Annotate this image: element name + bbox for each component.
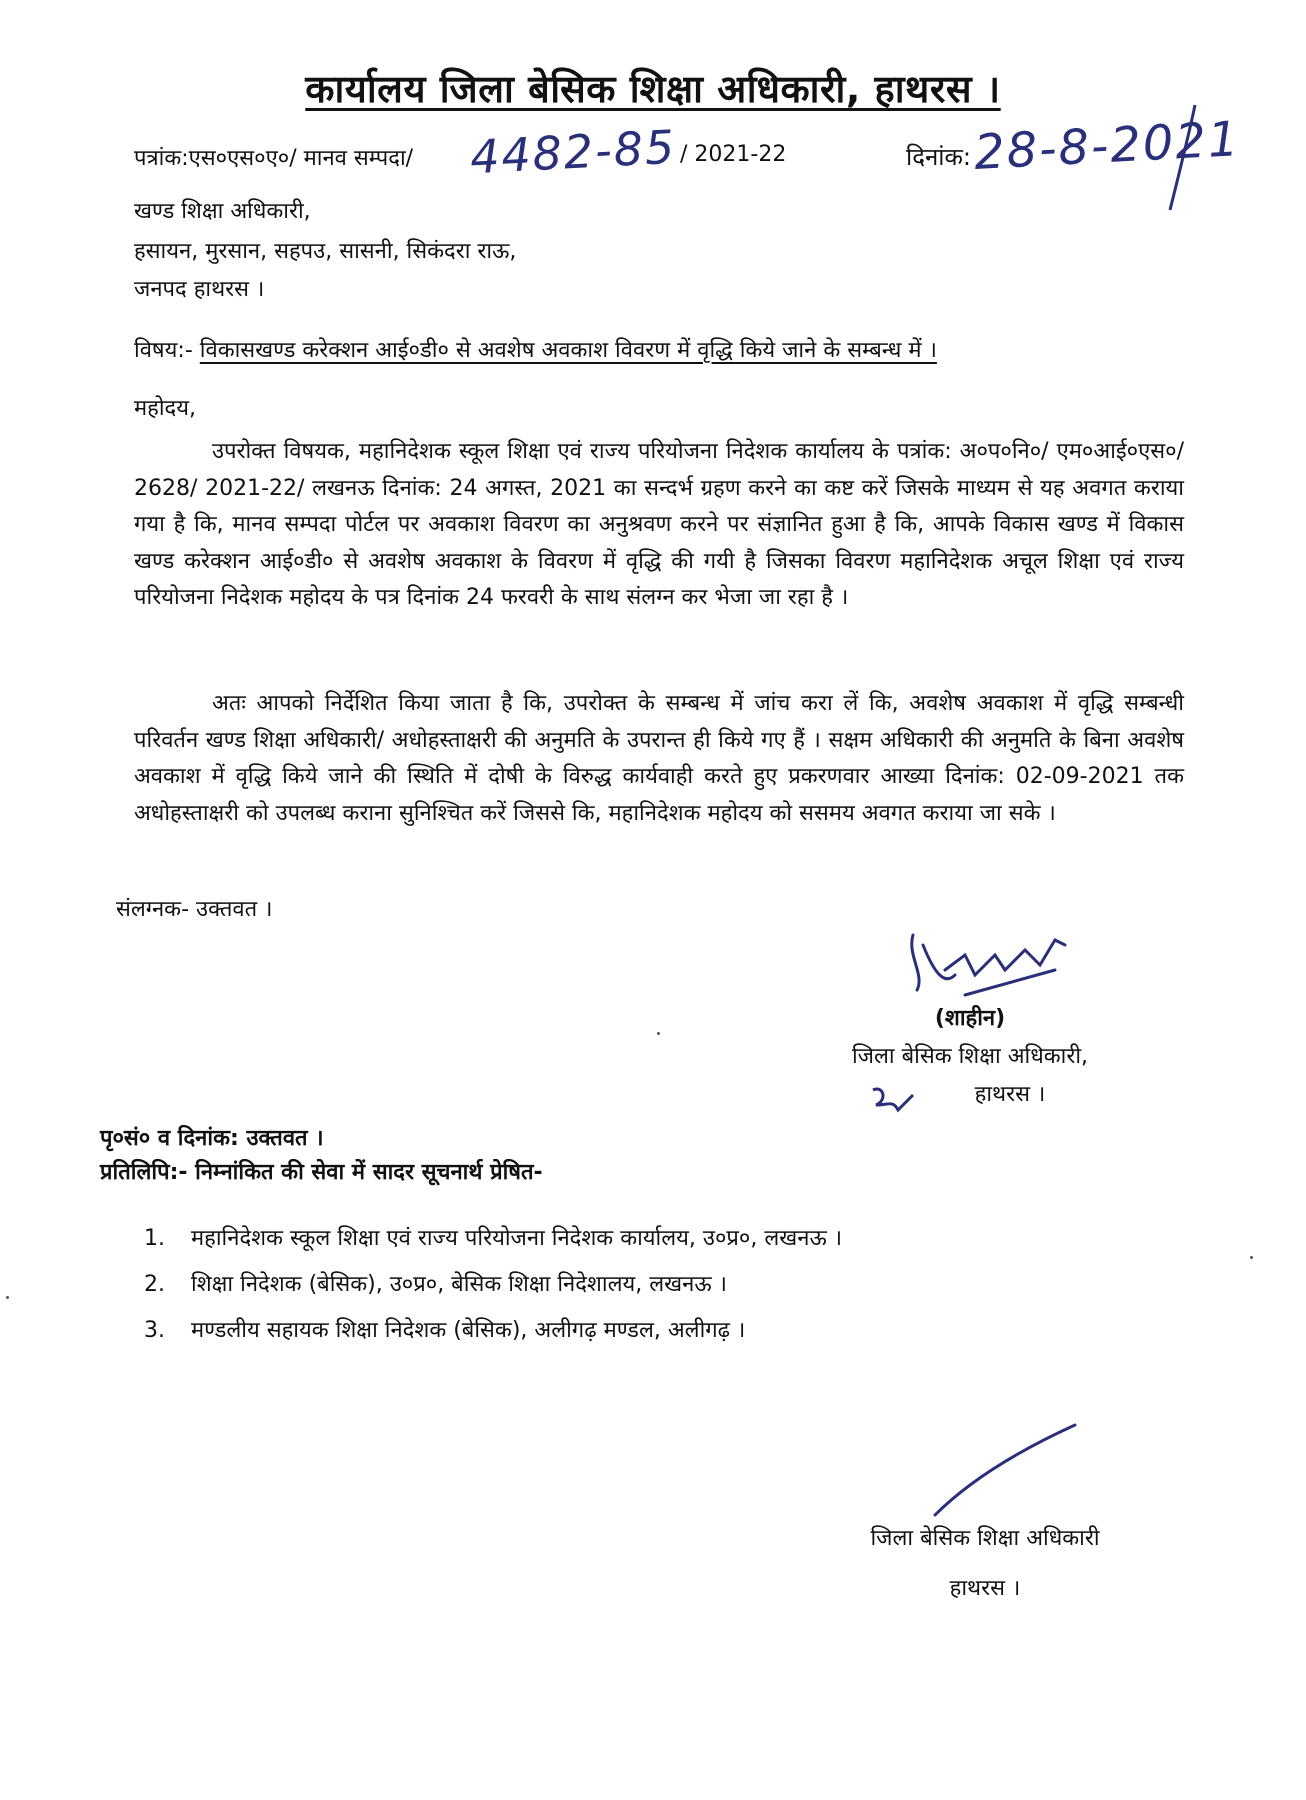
copy-list-item bbox=[144, 1222, 842, 1252]
subject-text: विकासखण्ड करेक्शन आई०डी० से अवशेष अवकाश विवरण में वृद्धि किये जाने के सम्बन्ध में । bbox=[199, 338, 937, 363]
signatory-designation: जिला बेसिक शिक्षा अधिकारी, bbox=[851, 1044, 1089, 1069]
scan-speck bbox=[657, 1032, 660, 1035]
handwritten-reference-number: 4482-85 bbox=[468, 119, 678, 185]
footer-place: हाथरस । bbox=[949, 1576, 1021, 1601]
copy-list-item bbox=[144, 1314, 745, 1344]
scan-speck bbox=[1250, 1256, 1253, 1259]
reference-prefix: पत्रांक:एस०एस०ए०/ मानव सम्पदा/ bbox=[134, 146, 414, 171]
salutation: महोदय, bbox=[134, 396, 196, 421]
office-title: कार्यालय जिला बेसिक शिक्षा अधिकारी, हाथरस । bbox=[305, 67, 1001, 111]
handwritten-date-stroke bbox=[1150, 100, 1210, 220]
addressee-line-2: हसायन, मुरसान, सहपउ, सासनी, सिकंदरा राऊ, bbox=[134, 239, 517, 264]
initial-mark bbox=[868, 1080, 918, 1120]
list-item-text: मण्डलीय सहायक शिक्षा निदेशक (बेसिक), अलीगढ़ मण्डल, अलीगढ़ । bbox=[191, 1318, 746, 1343]
reference-year: / 2021-22 bbox=[680, 142, 787, 167]
copy-list-item bbox=[144, 1268, 727, 1298]
signatory-name: (शाहीन) bbox=[934, 1006, 1006, 1031]
body-paragraph-2: अतः आपको निर्देशित किया जाता है कि, उपरोक्त के सम्बन्ध में जांच करा लें कि, अवशेष अवकाश में वृद्धि सम्बन्धी परिवर्तन खण्ड शिक्षा अधिकारी/ अधोहस्ताक्षरी की अनुमति के उपरान्त ही किये गए हैं । सक्षम अधिकारी की अनुमति के बिना अवशेष अवकाश में वृद्धि किये जाने की स्थिति में दोषी के विरुद्ध कार्यवाही करते हुए प्रकरणवार आख्या दिनांक: 02-09-2021 तक अधोहस्ताक्षरी को उपलब्ध कराना सुनिश्चित करें जिससे कि, महानिदेशक महोदय को ससमय अवगत कराया जा सके । bbox=[134, 691, 1184, 826]
list-item-number: 3. bbox=[144, 1318, 165, 1343]
footer-designation: जिला बेसिक शिक्षा अधिकारी bbox=[870, 1526, 1100, 1551]
body-paragraph-1: उपरोक्त विषयक, महानिदेशक स्कूल शिक्षा एवं राज्य परियोजना निदेशक कार्यालय के पत्रांक: अ०प०नि०/ एम०आई०एस०/ 2628/ 2021-22/ लखनऊ दिनांक: 24 अगस्त, 2021 का सन्दर्भ ग्रहण करने का कष्ट करें जिसके माध्यम से यह अवगत कराया गया है कि, मानव सम्पदा पोर्टल पर अवकाश विवरण का अनुश्रवण करने पर संज्ञानित हुआ है कि, आपके विकास खण्ड में विकास खण्ड करेक्शन आई०डी० से अवशेष अवकाश के विवरण में वृद्धि की गयी है जिसका विवरण महानिदेशक अचूल शिक्षा एवं राज्य परियोजना निदेशक महोदय के पत्र दिनांक 24 फरवरी के साथ संलग्न कर भेजा जा रहा है । bbox=[134, 439, 1184, 610]
addressee-line-3: जनपद हाथरस । bbox=[134, 277, 265, 302]
subject-line bbox=[134, 334, 937, 364]
signature-scribble bbox=[905, 915, 1075, 1005]
enclosure-note: संलग्नक- उक्तवत । bbox=[116, 897, 273, 922]
list-item-number: 1. bbox=[144, 1226, 165, 1251]
subject-label: विषय:- bbox=[134, 338, 193, 363]
addressee-line-1: खण्ड शिक्षा अधिकारी, bbox=[134, 199, 311, 224]
signatory-place: हाथरस । bbox=[974, 1082, 1046, 1107]
list-item-number: 2. bbox=[144, 1272, 165, 1297]
copy-reference-line: पृ०सं० व दिनांक: उक्तवत । bbox=[100, 1126, 324, 1151]
list-item-text: महानिदेशक स्कूल शिक्षा एवं राज्य परियोजना निदेशक कार्यालय, उ०प्र०, लखनऊ । bbox=[191, 1226, 843, 1251]
scan-speck bbox=[6, 1296, 9, 1299]
list-item-text: शिक्षा निदेशक (बेसिक), उ०प्र०, बेसिक शिक्षा निदेशालय, लखनऊ । bbox=[191, 1272, 727, 1297]
date-label: दिनांक: bbox=[906, 143, 972, 171]
footer-signature-stroke bbox=[930, 1420, 1080, 1520]
copy-to-line: प्रतिलिपि:- निम्नांकित की सेवा में सादर सूचनार्थ प्रेषित- bbox=[100, 1160, 543, 1185]
handwritten-date: 28-8-2021 bbox=[972, 111, 1242, 181]
